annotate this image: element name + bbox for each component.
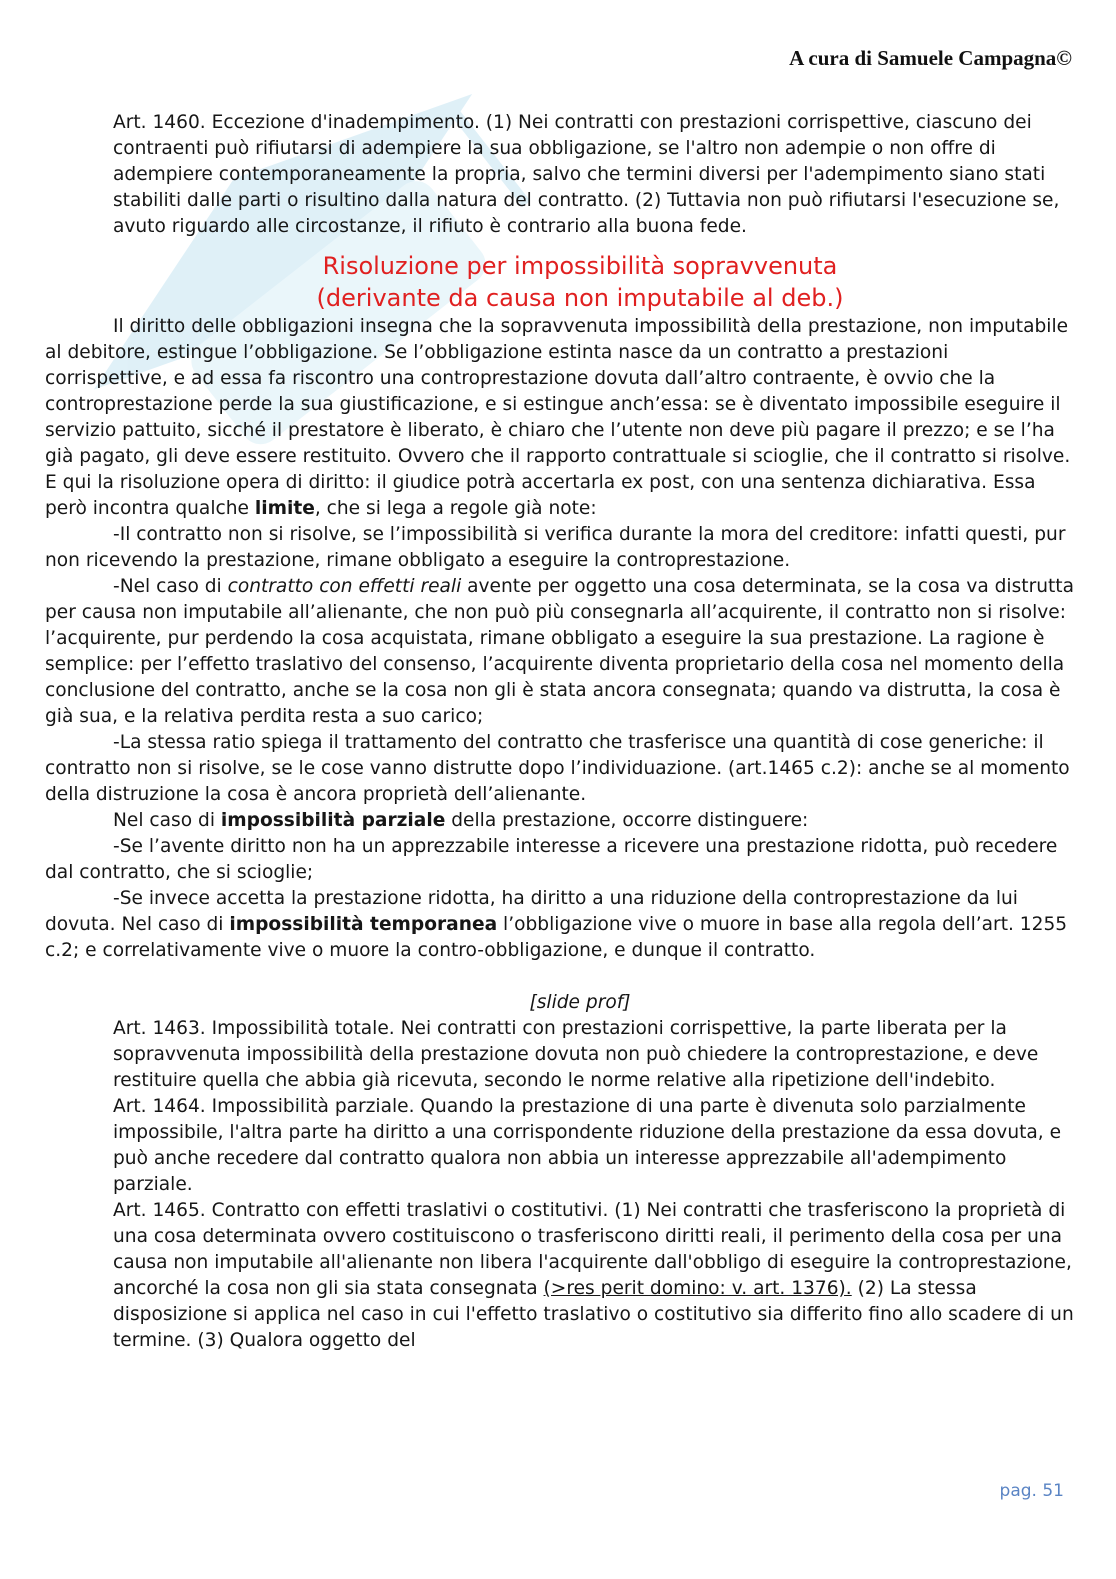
page-content	[45, 110, 1075, 1354]
limit-bold: limite	[254, 498, 315, 519]
point-generic-goods-paragraph: -La stessa ratio spiega il trattamento del contratto che trasferisce una quantità di cose generiche: il contratto non si risolve, se le cose vanno distrutte dopo l’individuazione. (art.1465 c.2): anche se al momento della distruzione la cosa è ancora proprietà dell’alienante.	[45, 732, 1070, 805]
page-number: pag. 51	[999, 1481, 1064, 1501]
intro-paragraph: Il diritto delle obbligazioni insegna che la sopravvenuta impossibilità della prestazione, non imputabile al debitore, estingue l’obbligazione. Se l’obbligazione estinta nasce da un contratto a prestazioni corrispettive, e ad essa fa riscontro una controprestazione dovuta dall’altro contraente, è ovvio che la controprestazione perde la sua giustificazione, e si estingue anch’essa: se è diventato impossibile eseguire il servizio pattuito, sicché il prestatore è liberato, è chiaro che l’utente non deve più pagare il prezzo; e se l’ha già pagato, gli deve essere restituito. Ovvero che il rapporto contrattuale si scioglie, che il contratto si risolve. E qui la risoluzione opera di diritto: il giudice potrà accertarla ex post, con una sentenza dichiarativa. Essa però incontra qualche limite, che si lega a regole già note:	[45, 316, 1071, 519]
art-1465-paragraph: Art. 1465. Contratto con effetti traslativi o costitutivi. (1) Nei contratti che trasferiscono la proprietà di una cosa determinata ovvero costituiscono o trasferiscono diritti reali, il perimento della cosa per una causa non imputabile all'alienante non libera l'acquirente dall'obbligo di eseguire la controprestazione, ancorché la cosa non gli sia stata consegnata (>res perit domino: v. art. 1376). (2) La stessa disposizione si applica nel caso in cui l'effetto traslativo o costitutivo sia differito fino allo scadere di un termine. (3) Qualora oggetto del	[113, 1200, 1074, 1351]
point-withdraw-paragraph: -Se l’avente diritto non ha un apprezzabile interesse a ricevere una prestazione ridotta, può recedere dal contratto, che si scioglie;	[45, 836, 1058, 883]
art-1464-paragraph: Art. 1464. Impossibilità parziale. Quando la prestazione di una parte è divenuta solo parzialmente impossibile, l'altra parte ha diritto a una corrispondente riduzione della prestazione da essa dovuta, e può anche recedere dal contratto qualora non abbia un interesse apprezzabile all'adempimento parziale.	[113, 1096, 1062, 1195]
heading-line-2: (derivante da causa non imputabile al deb.)	[316, 284, 844, 312]
section-heading	[45, 250, 1075, 314]
art-1460-paragraph: Art. 1460. Eccezione d'inadempimento. (1) Nei contratti con prestazioni corrispettive, ciascuno dei contraenti può rifiutarsi di adempiere la sua obbligazione, se l'altro non adempie o non offre di adempiere contemporaneamente la propria, salvo che termini diversi per l'adempimento siano stati stabiliti dalle parti o risultino dalla natura del contratto. (2) Tuttavia non può rifiutarsi l'esecuzione se, avuto riguardo alle circostanze, il rifiuto è contrario alla buona fede.	[113, 112, 1060, 237]
point-reduction-paragraph: -Se invece accetta la prestazione ridotta, ha diritto a una riduzione della controprestazione da lui dovuta. Nel caso di impossibilità temporanea l’obbligazione vive o muore in base alla regola dell’art. 1255 c.2; e correlativamente vive o muore la contro-obbligazione, e dunque il contratto.	[45, 888, 1068, 961]
real-effects-italic: contratto con effetti reali	[227, 576, 462, 597]
header-author: A cura di Samuele Campagna©	[789, 46, 1072, 70]
slide-label: [slide prof]	[529, 992, 631, 1013]
art-1463-paragraph: Art. 1463. Impossibilità totale. Nei contratti con prestazioni corrispettive, la parte liberata per la sopravvenuta impossibilità della prestazione dovuta non può chiedere la controprestazione, e deve restituire quella che abbia già ricevuta, secondo le norme relative alla ripetizione dell'indebito.	[113, 1018, 1039, 1091]
heading-line-1: Risoluzione per impossibilità sopravvenuta	[322, 252, 838, 280]
point-real-effects-paragraph: -Nel caso di contratto con effetti reali avente per oggetto una cosa determinata, se la cosa va distrutta per causa non imputabile all’alienante, che non può più consegnarla all’acquirente, il contratto non si risolve: l’acquirente, pur perdendo la cosa acquistata, rimane obbligato a eseguire la sua prestazione. La ragione è semplice: per l’effetto traslativo del consenso, l’acquirente diventa proprietario della cosa nel momento della conclusione del contratto, anche se la cosa non gli è stata ancora consegnata; quando va distrutta, la cosa è già sua, e la relativa perdita resta a suo carico;	[45, 576, 1074, 727]
partial-bold: impossibilità parziale	[220, 810, 446, 831]
point-mora-paragraph: -Il contratto non si risolve, se l’impossibilità si verifica durante la mora del creditore: infatti questi, pur non ricevendo la prestazione, rimane obbligato a eseguire la controprestazione.	[45, 524, 1066, 571]
res-perit-link: (>res perit domino: v. art. 1376).	[543, 1278, 852, 1299]
temporary-bold: impossibilità temporanea	[229, 914, 498, 935]
partial-impossibility-paragraph: Nel caso di impossibilità parziale della prestazione, occorre distinguere:	[113, 810, 809, 831]
